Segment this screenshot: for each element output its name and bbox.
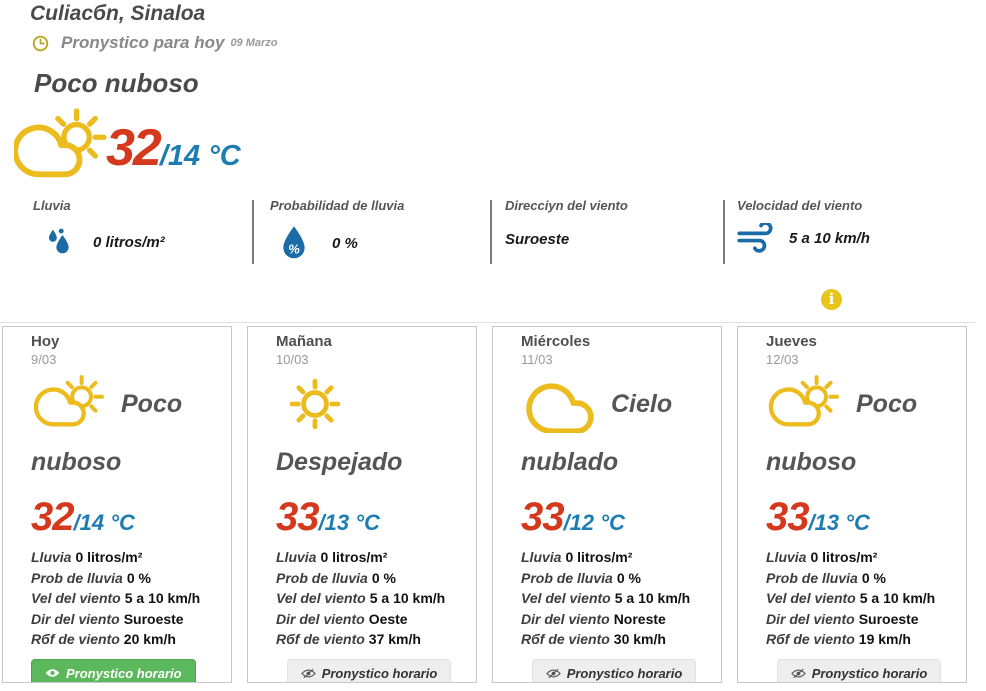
rain-drops-icon <box>45 225 73 259</box>
hourly-forecast-button[interactable]: Pronystico horario <box>532 659 697 684</box>
detail-rain-prob: Prob de lluvia 0 % <box>31 569 151 586</box>
forecast-label: Pronystico para hoy <box>61 33 225 52</box>
card-temp-max: 33 <box>766 495 809 539</box>
card-temp-min-unit: /13 °C <box>318 510 380 535</box>
clock-icon <box>32 35 49 52</box>
card-temp-max: 32 <box>31 495 74 539</box>
card-date: 12/03 <box>766 352 799 367</box>
stat-wind-dir <box>505 198 710 248</box>
card-condition: Poco nuboso <box>766 390 918 476</box>
card-temp-max: 33 <box>276 495 319 539</box>
detail-gusts: Rбf de viento 30 km/h <box>521 631 666 647</box>
card-day: Mañana <box>276 333 332 350</box>
forecast-date: 09 Marzo <box>230 37 278 49</box>
card-temp-max: 33 <box>521 495 564 539</box>
detail-wind-dir: Dir del viento Noreste <box>521 610 666 627</box>
card-temp-min-unit: /13 °C <box>808 510 870 535</box>
stat-rain-label: Lluvia <box>33 198 71 213</box>
card-date: 10/03 <box>276 352 309 367</box>
detail-wind-speed: Vel del viento 5 a 10 km/h <box>276 590 446 606</box>
stat-rain-prob-label: Probabilidad de lluvia <box>270 198 405 213</box>
divider <box>252 200 254 264</box>
eye-slash-icon <box>301 668 316 679</box>
hourly-forecast-button[interactable]: Pronystico horario <box>287 659 452 684</box>
eye-icon <box>45 668 60 678</box>
section-divider <box>0 322 975 323</box>
current-condition: Poco nuboso <box>34 68 199 98</box>
hourly-forecast-button[interactable]: Pronystico horario <box>31 659 196 684</box>
eye-slash-icon <box>546 668 561 679</box>
current-temperature <box>106 118 241 178</box>
card-temperature <box>31 495 217 540</box>
detail-wind-speed: Vel del viento 5 a 10 km/h <box>521 590 691 606</box>
card-condition: Cielo nublado <box>521 390 673 476</box>
detail-wind-speed: Vel del viento 5 a 10 km/h <box>766 590 936 606</box>
card-temperature <box>521 495 707 540</box>
detail-wind-dir: Dir del viento Suroeste <box>31 610 184 627</box>
page-title-location: Culiacбn, Sinaloa <box>30 2 206 25</box>
stat-rain-prob-value: 0 % <box>332 235 358 252</box>
stat-wind-speed <box>737 198 942 254</box>
detail-rain-prob: Prob de lluvia 0 % <box>521 569 641 586</box>
temp-max: 32 <box>106 119 160 177</box>
info-icon[interactable]: i <box>821 289 842 310</box>
svg-text:%: % <box>288 241 300 257</box>
card-temp-min-unit: /12 °C <box>563 510 625 535</box>
detail-wind-dir: Dir del viento Oeste <box>276 610 408 627</box>
wind-icon <box>737 223 783 254</box>
card-condition: Despejado <box>276 448 403 476</box>
card-date: 11/03 <box>521 352 553 367</box>
forecast-card-manana <box>247 326 477 683</box>
card-date: 9/03 <box>31 352 57 367</box>
detail-rain: Lluvia 0 litros/m² <box>276 549 388 565</box>
divider <box>490 200 492 264</box>
divider <box>723 200 725 264</box>
detail-rain: Lluvia 0 litros/m² <box>766 549 878 565</box>
card-day: Hoy <box>31 333 60 350</box>
card-condition: Poco nuboso <box>31 390 183 476</box>
detail-rain-prob: Prob de lluvia 0 % <box>766 569 886 586</box>
card-day: Jueves <box>766 333 817 350</box>
stat-wind-dir-value: Suroeste <box>505 231 570 248</box>
card-day: Miércoles <box>521 333 591 350</box>
detail-wind-speed: Vel del viento 5 a 10 km/h <box>31 590 201 606</box>
forecast-card-jueves <box>737 326 967 683</box>
stat-wind-dir-label: Direcciyn del viento <box>505 198 628 213</box>
cloud-icon <box>521 375 599 433</box>
sun-cloud-icon <box>14 108 108 186</box>
stat-wind-speed-value: 5 a 10 km/h <box>789 230 870 247</box>
forecast-subheader <box>32 33 278 53</box>
detail-gusts: Rбf de viento 37 km/h <box>276 631 421 647</box>
detail-rain: Lluvia 0 litros/m² <box>31 549 143 565</box>
hourly-forecast-button[interactable]: Pronystico horario <box>777 659 942 684</box>
eye-slash-icon <box>791 668 806 679</box>
detail-wind-dir: Dir del viento Suroeste <box>766 610 919 627</box>
detail-rain-prob: Prob de lluvia 0 % <box>276 569 396 586</box>
forecast-card-hoy <box>2 326 232 683</box>
card-temperature <box>276 495 462 540</box>
card-temp-min-unit: /14 °C <box>73 510 135 535</box>
sun-cloud-icon <box>766 375 844 433</box>
stat-rain-prob <box>270 198 475 262</box>
sun-cloud-icon <box>31 375 109 433</box>
card-temperature <box>766 495 952 540</box>
drop-percent-icon <box>278 225 310 262</box>
forecast-card-miercoles <box>492 326 722 683</box>
stat-rain <box>33 198 238 259</box>
detail-rain: Lluvia 0 litros/m² <box>521 549 633 565</box>
stat-rain-value: 0 litros/m² <box>93 233 165 251</box>
temp-min-unit: /14 °C <box>159 140 241 172</box>
stat-wind-speed-label: Velocidad del viento <box>737 198 863 213</box>
detail-gusts: Rбf de viento 19 km/h <box>766 631 911 647</box>
detail-gusts: Rбf de viento 20 km/h <box>31 631 176 647</box>
sun-icon <box>276 375 354 433</box>
